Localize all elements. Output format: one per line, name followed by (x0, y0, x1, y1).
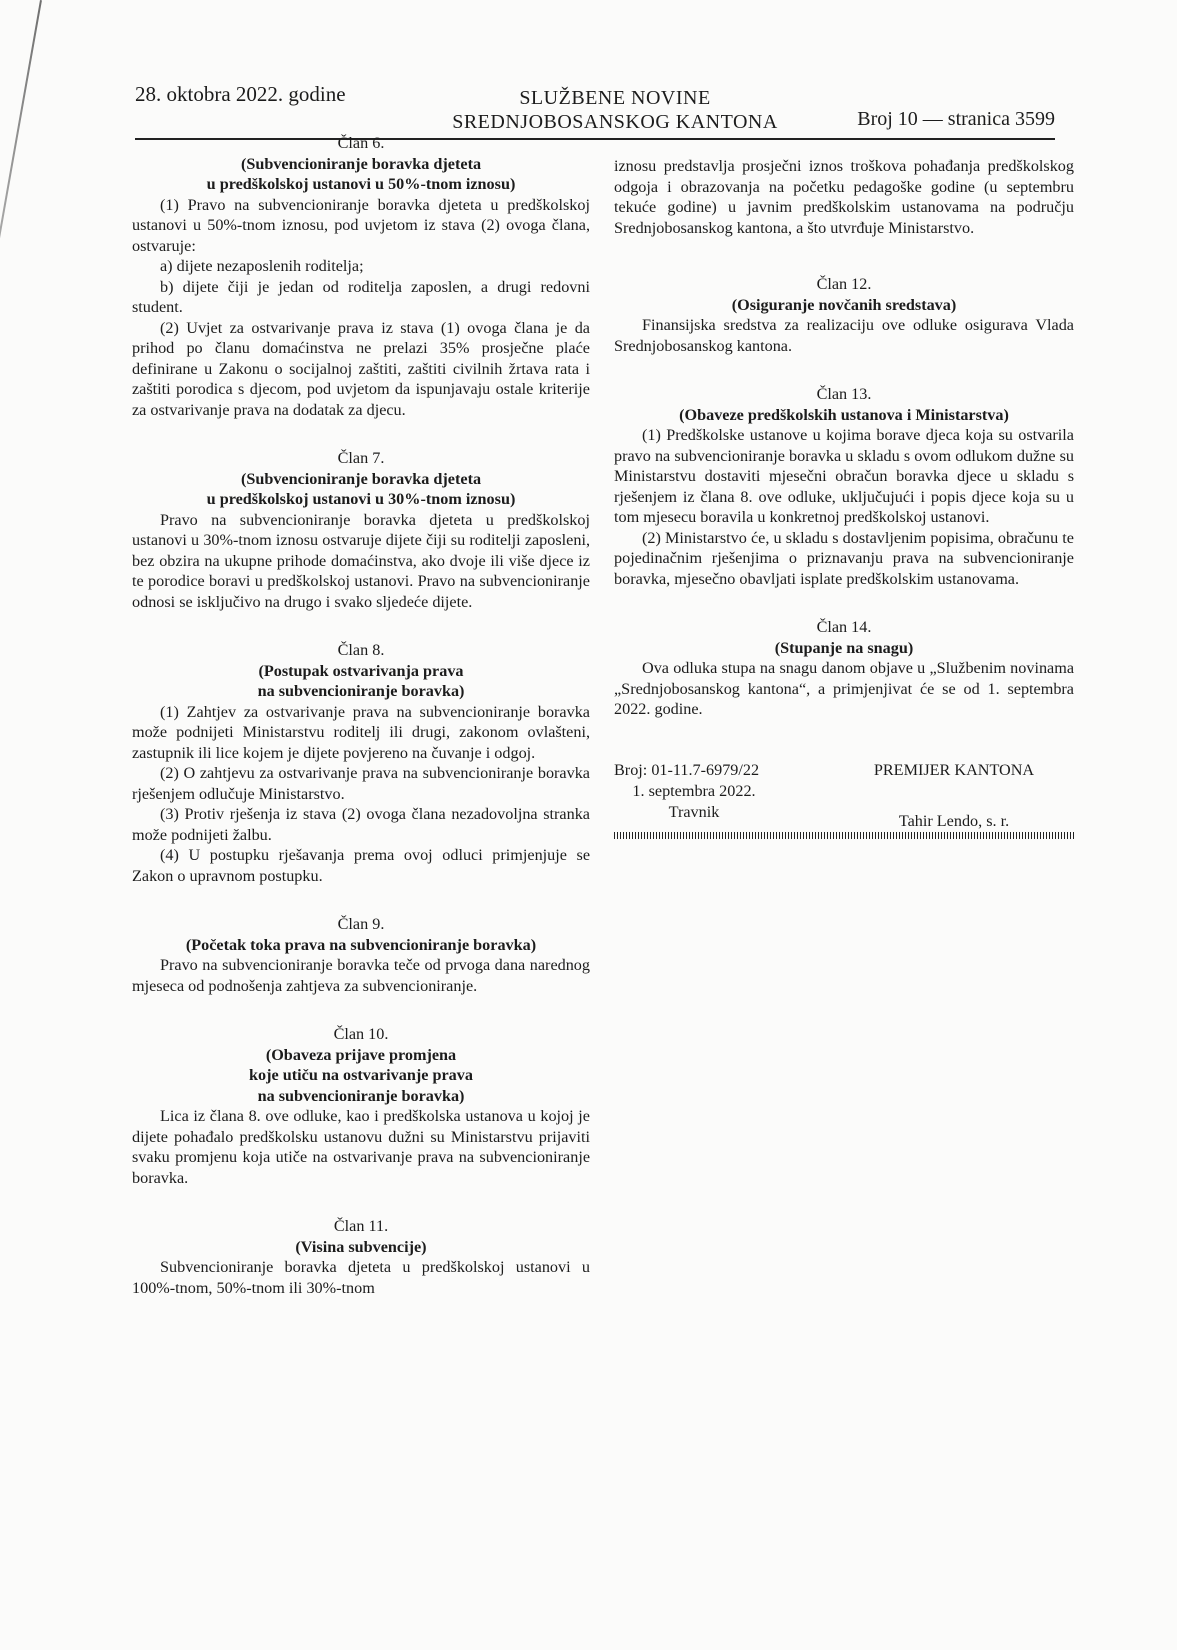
article-10-title-1: (Obaveza prijave promjena (265, 1045, 457, 1064)
article-10-title-2: koje utiču na ostvarivanje prava (249, 1066, 473, 1084)
article-13-number: Član 13. (816, 385, 872, 403)
separator-barcode (614, 832, 1074, 839)
article-8-paragraph-2: (2) O zahtjevu za ostvarivanje prava na subvencioniranje boravka rješenjem odlučuje Ministarstvo. (132, 764, 590, 803)
article-10-paragraph-1: Lica iz člana 8. ove odluke, kao i predškolska ustanova u kojoj je dijete pohađalo predškolsku ustanovu dužni su Ministarstvu prijaviti svaku promjenu koja utiče na ostvarivanje prava na subvencioniranje boravka. (132, 1107, 590, 1187)
article-13-paragraph-1: (1) Predškolske ustanove u kojima borave djeca koja su ostvarila pravo na subvencioniranje boravka u skladu s ovom odlukom dužne su Ministarstvu dostaviti mjesečni obračun boravka djece u skladu s rješenjem iz člana 8. ove odluke, uključujući i popis djece koja su u tom mjesecu boravila u konkretnoj predškolskoj ustanovi. (614, 426, 1074, 526)
article-8-title-1: (Postupak ostvarivanja prava (258, 661, 464, 680)
signatory-name: Tahir Lendo, s. r. (898, 811, 1010, 830)
article-9-number: Član 9. (337, 915, 385, 933)
article-6-item-a: a) dijete nezaposlenih roditelja; (160, 257, 364, 275)
signature-signatory (834, 760, 1074, 832)
article-10-title-3: na subvencioniranje boravka) (257, 1086, 465, 1105)
article-13-paragraph-2: (2) Ministarstvo će, u skladu s dostavljenim popisima, obračunu te pojedinačnim rješenjima o priznavanju prava na subvencioniranje boravka, mjesečno obavljati isplate predškolskim ustanovama. (614, 528, 1074, 588)
scan-edge-line (0, 0, 42, 296)
article-6-title-1: (Subvencioniranje boravka djeteta (240, 154, 482, 173)
reference-number: Broj: 01-11.7-6979/22 (614, 760, 760, 779)
article-6-paragraph-2: (2) Uvjet za ostvarivanje prava iz stava (1) ovoga člana je da prihod po članu domaćinstva ne prelazi 35% prosječne plaće definirane u Zakonu o socijalnoj zaštiti, zaštiti civilnih žrtava rata i zaštiti porodica s djecom, pod uvjetom da ispunjavaju ostale kriterije za ostvarivanje prava na dodatak za djecu. (132, 318, 590, 419)
article-12-paragraph-1: Finansijska sredstva za realizaciju ove odluke osigurava Vlada Srednjobosanskog kantona. (614, 316, 1074, 355)
article-14-number: Član 14. (816, 618, 872, 636)
article-14-title-1: (Stupanje na snagu) (774, 638, 914, 657)
article-6-item-b: b) dijete čiji je jedan od roditelja zaposlen, a drugi redovni student. (132, 277, 590, 316)
reference-date: 1. septembra 2022. (632, 781, 756, 800)
article-7-title-2: u predškolskoj ustanovi u 30%-tnom iznosu) (206, 490, 516, 508)
article-11-paragraph-1: Subvencioniranje boravka djeteta u predškolskoj ustanovi u 100%-tnom, 50%-tnom ili 30%-tnom (132, 1258, 590, 1297)
article-9-paragraph-1: Pravo na subvencioniranje boravka teče od prvoga dana narednog mjeseca od podnošenja zahtjeva za subvencioniranje. (132, 956, 590, 995)
reference-place: Travnik (668, 802, 720, 821)
article-10-number: Član 10. (333, 1025, 389, 1043)
article-6-title-2: u predškolskoj ustanovi u 50%-tnom iznosu) (206, 175, 516, 193)
article-8-paragraph-1: (1) Zahtjev za ostvarivanje prava na subvencioniranje boravka može podnijeti Ministarstvu roditelj ili drugi, zakonom ovlašteni, zastupnik ili lice kojem je dijete povjereno na čuvanje i odgoj. (132, 702, 590, 762)
article-9-title-1: (Početak toka prava na subvencioniranje boravka) (185, 935, 537, 954)
publication-line-2: SREDNJOBOSANSKOG KANTONA (452, 111, 778, 133)
article-13-title-1: (Obaveze predškolskih ustanova i Ministarstva) (679, 405, 1009, 424)
article-12-title-1: (Osiguranje novčanih sredstava) (731, 295, 957, 314)
article-11-continuation: iznosu predstavlja prosječni iznos troškova pohađanja predškolskog odgoja i obrazovanja na početku pedagoške godine (u septembru tekuće godine) u javnim predškolskim ustanovama na području Srednjobosanskog kantona, a što utvrđuje Ministarstvo. (614, 157, 1074, 237)
article-8-number: Član 8. (337, 641, 385, 659)
article-7-title-1: (Subvencioniranje boravka djeteta (240, 469, 482, 488)
article-11-title-1: (Visina subvencije) (295, 1237, 427, 1256)
signatory-title: PREMIJER KANTONA (873, 760, 1035, 779)
publication-line-1: SLUŽBENE NOVINE (519, 87, 711, 109)
header-publication (425, 86, 805, 134)
article-8-title-2: na subvencioniranje boravka) (257, 682, 465, 700)
signature-block (614, 760, 1074, 850)
article-7-paragraph-1: Pravo na subvencioniranje boravka djeteta u predškolskoj ustanovi u 30%-tnom iznosu ostvaruje dijete čiji su roditelji zaposleni, bez obzira na ukupne prihode domaćinstva, ako dvoje ili više djece iz te porodice boravi u predškolskoj ustanovi. Pravo na subvencioniranje odnosi se isključivo na drugo i svako sljedeće dijete. (132, 510, 590, 611)
article-8-paragraph-3: (3) Protiv rješenja iz stava (2) ovoga člana nezadovoljna stranka može podnijeti žalbu. (132, 805, 590, 844)
article-7-number: Član 7. (337, 449, 385, 467)
header-date: 28. oktobra 2022. godine (135, 82, 346, 106)
article-8-paragraph-4: (4) U postupku rješavanja prema ovoj odluci primjenjuje se Zakon o upravnom postupku. (132, 846, 590, 885)
signature-reference (614, 760, 774, 823)
article-12-number: Član 12. (816, 275, 872, 293)
article-11-number: Član 11. (333, 1217, 389, 1235)
left-column (132, 133, 590, 1298)
header-page-number: Broj 10 — stranica 3599 (857, 108, 1055, 130)
article-6-number: Član 6. (337, 134, 385, 152)
article-14-paragraph-1: Ova odluka stupa na snagu danom objave u „Službenim novinama „Srednjobosanskog kantona“, a primjenjivat će se od 1. septembra 2022. godine. (614, 659, 1074, 718)
right-column (614, 156, 1074, 850)
article-6-paragraph-1: (1) Pravo na subvencioniranje boravka djeteta u predškolskoj ustanovi u 50%-tnom iznosu, pod uvjetom iz stava (2) ovoga člana, ostvaruje: (132, 195, 590, 255)
